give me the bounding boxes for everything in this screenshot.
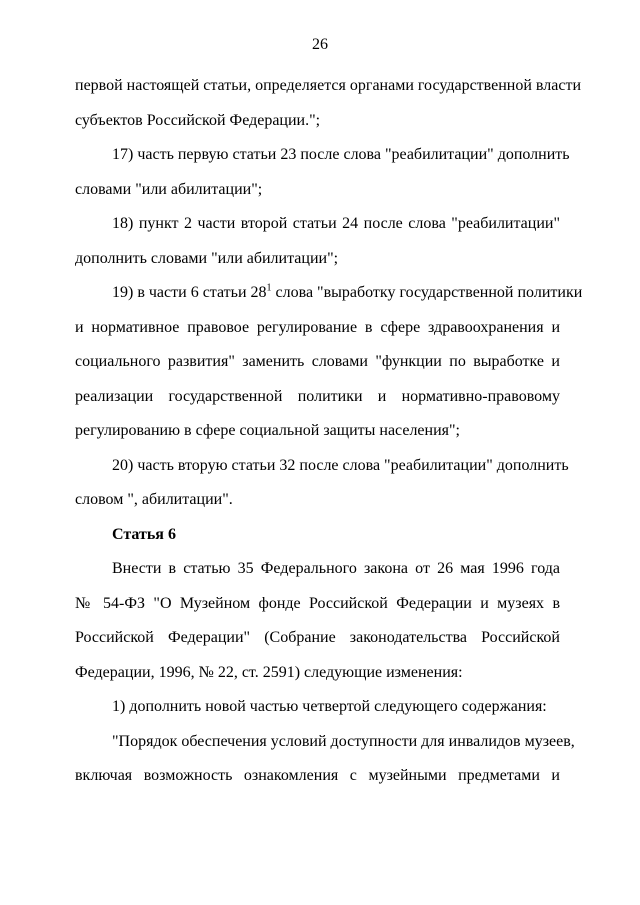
page-number: 26 (312, 36, 328, 53)
text-line: словом ", абилитации". (75, 491, 233, 508)
text-line: и нормативное правовое регулирование в сфере здравоохранения и (75, 318, 560, 336)
text-line: социального развития" заменить словами "функции по выработке и (75, 353, 560, 370)
text-lines (75, 72, 583, 797)
text-line (75, 279, 583, 314)
text-line: 1) дополнить новой частью четвертой следующего содержания: (112, 698, 547, 715)
text-line: 18) пункт 2 части второй статьи 24 после слова "реабилитации" (112, 215, 560, 232)
item19-start: 19) в части 6 статьи 28 (112, 284, 267, 301)
text-line: дополнить словами "или абилитации"; (75, 249, 339, 267)
article-heading: Статья 6 (112, 525, 176, 543)
text-line: 17) часть первую статьи 23 после слова "реабилитации" дополнить (112, 146, 570, 163)
text-line: субъектов Российской Федерации."; (75, 111, 321, 129)
superscript: 1 (266, 282, 272, 294)
text-line: первой настоящей статьи, определяется органами государственной власти (75, 77, 582, 94)
text-line: Федерации, 1996, № 22, ст. 2591) следующие изменения: (75, 663, 463, 681)
text-line: Внести в статью 35 Федерального закона от 26 мая 1996 года (112, 560, 560, 577)
text-line: регулированию в сфере социальной защиты населения"; (75, 422, 460, 439)
text-line: № 54-ФЗ "О Музейном фонде Российской Федерации и музеях в (75, 594, 560, 612)
item19-end: слова "выработку государственной политики (271, 284, 583, 301)
text-line: Российской Федерации" (Собрание законодательства Российской (75, 629, 560, 646)
text-line: реализации государственной политики и нормативно-правовому (75, 387, 560, 405)
text-line: словами "или абилитации"; (75, 180, 263, 198)
text-line: включая возможность ознакомления с музейными предметами и (75, 767, 560, 784)
text-line: "Порядок обеспечения условий доступности для инвалидов музеев, (112, 732, 575, 750)
text-line: 20) часть вторую статьи 32 после слова "реабилитации" дополнить (112, 456, 569, 474)
document-body (75, 72, 583, 797)
